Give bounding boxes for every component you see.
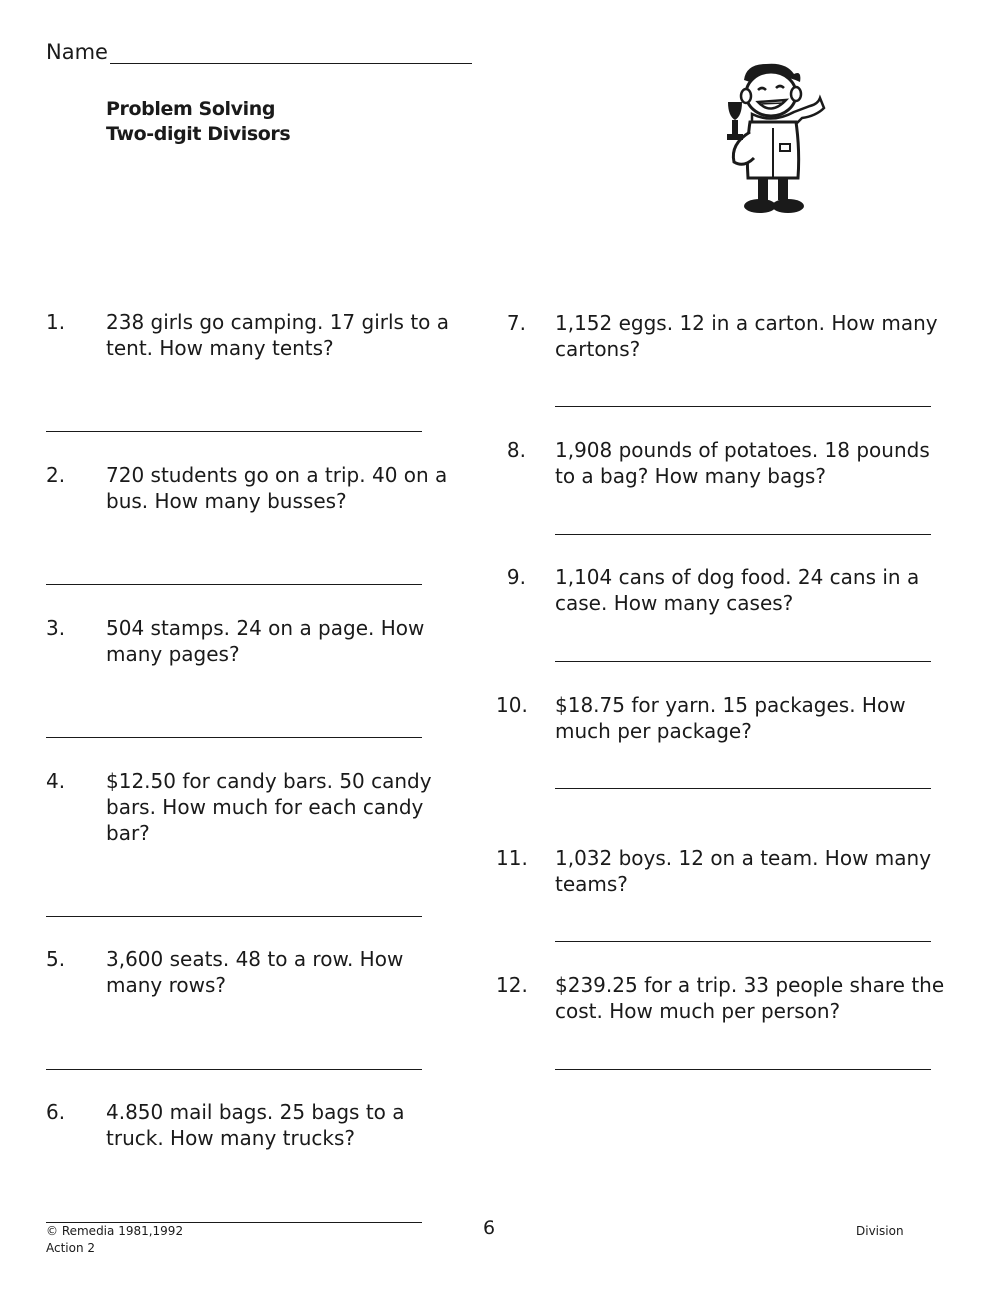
problem-number: 12.: [496, 973, 528, 997]
problem-number: 10.: [496, 693, 528, 717]
problem-text: 4.850 mail bags. 25 bags to a truck. How many trucks?: [106, 1100, 405, 1150]
answer-line-9[interactable]: [555, 661, 931, 662]
answer-line-8[interactable]: [555, 534, 931, 535]
problem-number: 4.: [46, 769, 66, 793]
footer-left: [46, 1223, 183, 1257]
problem-number: 3.: [46, 616, 66, 640]
answer-line-10[interactable]: [555, 788, 931, 789]
name-blank-line[interactable]: [110, 43, 472, 64]
problem-number: 11.: [496, 846, 528, 870]
problem-number: 5.: [46, 947, 66, 971]
problem-number: 8.: [506, 438, 526, 462]
answer-line-12[interactable]: [555, 1069, 931, 1070]
problem-text: 1,152 eggs. 12 in a carton. How many cartons?: [555, 311, 938, 361]
worksheet-title: [106, 97, 290, 147]
problem-text: 1,908 pounds of potatoes. 18 pounds to a bag? How many bags?: [555, 438, 930, 488]
answer-line-2[interactable]: [46, 584, 422, 585]
boy-holding-trophy-icon: [716, 58, 828, 218]
answer-line-1[interactable]: [46, 431, 422, 432]
answer-line-7[interactable]: [555, 406, 931, 407]
name-label: Name: [46, 40, 108, 64]
title-line-1: Problem Solving: [106, 98, 276, 120]
answer-line-11[interactable]: [555, 941, 931, 942]
series-text: Action 2: [46, 1241, 96, 1255]
problem-text: 238 girls go camping. 17 girls to a tent. How many tents?: [106, 310, 450, 360]
problem-number: 7.: [506, 311, 526, 335]
problem-text: $12.50 for candy bars. 50 candy bars. How much for each candy bar?: [106, 769, 432, 845]
problem-text: 3,600 seats. 48 to a row. How many rows?: [106, 947, 404, 997]
problem-number: 6.: [46, 1100, 66, 1124]
subject-label: Division: [856, 1224, 904, 1238]
problem-text: 1,104 cans of dog food. 24 cans in a case. How many cases?: [555, 565, 920, 615]
answer-line-4[interactable]: [46, 916, 422, 917]
problem-text: 1,032 boys. 12 on a team. How many teams?: [555, 846, 932, 896]
copyright-text: © Remedia 1981,1992: [46, 1224, 184, 1238]
problem-number: 9.: [506, 565, 526, 589]
problem-text: $18.75 for yarn. 15 packages. How much per package?: [555, 693, 906, 743]
problem-text: $239.25 for a trip. 33 people share the cost. How much per person?: [555, 973, 945, 1023]
problem-number: 1.: [46, 310, 66, 334]
answer-line-3[interactable]: [46, 737, 422, 738]
name-field: [46, 40, 472, 64]
title-line-2: Two-digit Divisors: [106, 123, 291, 145]
answer-line-5[interactable]: [46, 1069, 422, 1070]
problem-text: 720 students go on a trip. 40 on a bus. How many busses?: [106, 463, 448, 513]
problem-text: 504 stamps. 24 on a page. How many pages?: [106, 616, 425, 666]
page-number: 6: [483, 1217, 496, 1239]
problem-number: 2.: [46, 463, 66, 487]
